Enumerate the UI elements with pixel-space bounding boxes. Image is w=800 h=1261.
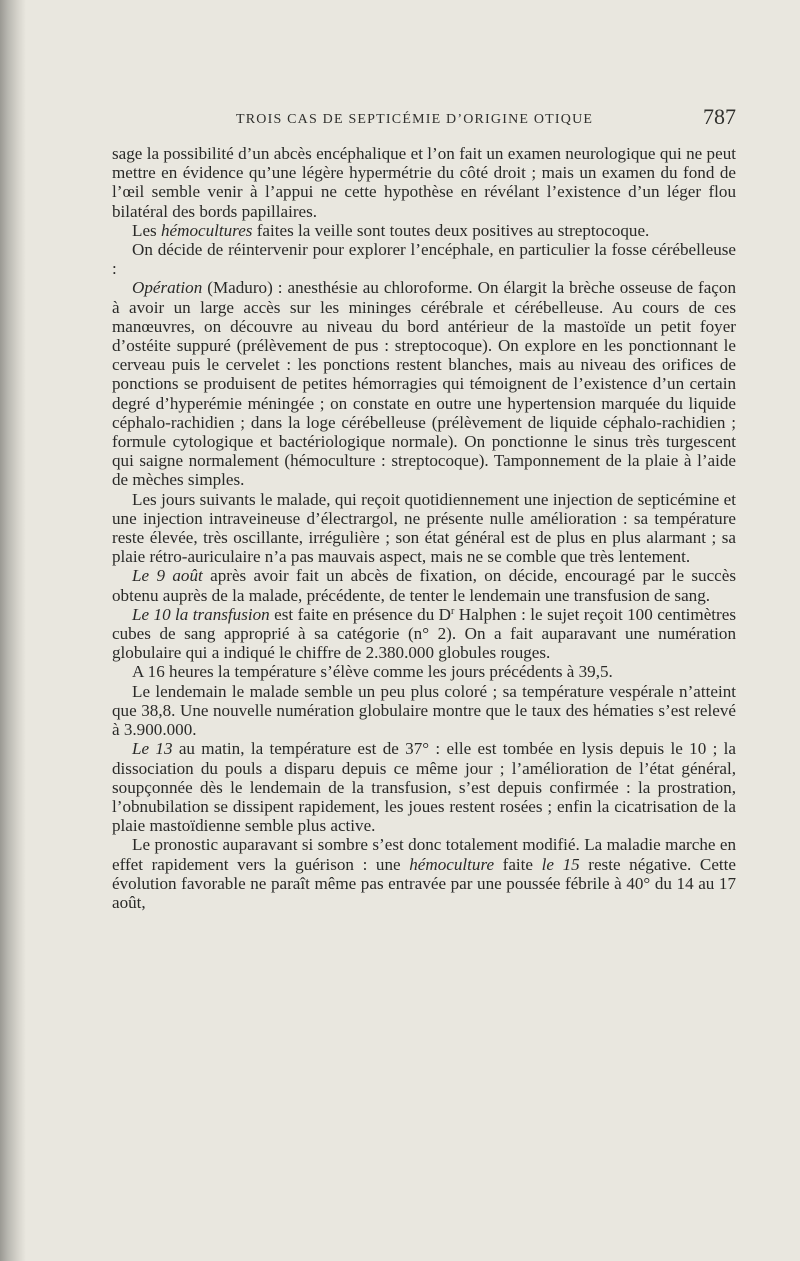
body-text	[112, 144, 736, 912]
paragraph	[112, 682, 736, 740]
text-run: faite	[494, 854, 542, 874]
text-run: sage la possibilité d’un abcès encéphalique et l’on fait un examen neurologique qui ne peut mettre en évidence qu’une légère hypermétrie du côté droit ; mais un examen du fond de l’œil semble venir à l’appui ne cette hypothèse en révélant l’existence d’un léger flou bilatéral des bords papillaires.	[112, 144, 736, 221]
text-run: est faite en présence du D	[269, 604, 452, 624]
italic-run: le 15	[541, 854, 580, 874]
paragraph	[112, 240, 736, 278]
paragraph	[112, 490, 736, 567]
paragraph	[112, 662, 736, 681]
running-title: TROIS CAS DE SEPTICÉMIE D’ORIGINE OTIQUE	[236, 112, 594, 127]
paragraph	[112, 739, 736, 835]
page-header	[112, 104, 736, 132]
text-run: au matin, la température est de 37° : elle est tombée en lysis depuis le 10 ; la dissociation du pouls a disparu depuis ce même jour ; l’amélioration de l’état général, soupçonnée dès le lendemain de la transfusion, s’est depuis confirmée : la prostration, l’obnubilation se dissipent rapidement, les joues restent rosées ; enfin la cicatrisation de la plaie mastoïdienne semble plus active.	[112, 739, 736, 836]
paragraph	[112, 605, 736, 663]
text-run: Le pronostic auparavant si sombre s’est donc totalement modifié. La maladie marche en effet rapidement vers la guérison : une	[112, 835, 736, 874]
text-run: faites la veille sont toutes deux positives au streptocoque.	[252, 220, 650, 240]
italic-run: Le 10 la transfusion	[132, 604, 270, 624]
text-run: après avoir fait un abcès de fixation, on décide, encouragé par le succès obtenu auprès de la malade, précédente, de tenter le lendemain une transfusion de sang.	[112, 566, 737, 605]
text-run: (Maduro) : anesthésie au chloroforme. On élargit la brèche osseuse de façon à avoir un large accès sur les mininges cérébrale et cérébelleuse. Au cours de ces manœuvres, on découvre au niveau du bord antérieur de la mastoïde un petit foyer d’ostéite suppuré (prélèvement de pus : streptocoque). On explore en les ponctionnant le cerveau puis le cervelet : les ponctions restent blanches, mais au niveau des orifices de ponctions se produisent de petites hémorragies qui témoignent de l’existence d’un certain degré d’hyperémie méningée ; on constate en outre une hypertension marquée du liquide céphalo-rachidien ; dans la loge cérébelleuse (prélèvement de liquide céphalo-rachidien ; formule cytologique et bactériologique normale). On ponctionne le sinus très turgescent qui saigne normalement (hémoculture : streptocoque). Tamponnement de la plaie à l’aide de mèches simples.	[112, 278, 736, 490]
italic-run: Opération	[132, 278, 203, 298]
paragraph	[112, 566, 736, 604]
paragraph	[112, 835, 736, 912]
italic-run: hémocultures	[160, 220, 253, 240]
paragraph	[112, 278, 736, 489]
text-run: A 16 heures la température s’élève comme les jours précédents à 39,5.	[132, 662, 613, 682]
text-run: Les jours suivants le malade, qui reçoit quotidiennement une injection de septicémine et une injection intraveineuse d’électrargol, ne présente nulle amélioration : sa température reste élevée, très oscillante, irrégulière ; son état général est de plus en plus alarmant ; sa plaie rétro-auriculaire n’a pas mauvais aspect, mais ne se comble que très lentement.	[112, 489, 736, 567]
italic-run: hémoculture	[409, 854, 495, 874]
page-binding-shadow	[0, 0, 26, 1261]
text-run: Le lendemain le malade semble un peu plus coloré ; sa température vespérale n’atteint que 38,8. Une nouvelle numération globulaire montre que le taux des hématies s’est relevé à 3.900.000.	[112, 681, 736, 740]
text-run: reste négative. Cette évolution favorable ne paraît même pas entravée par une poussée fébrile à 40° du 14 au 17 août,	[112, 854, 736, 912]
text-run: On décide de réintervenir pour explorer l’encéphale, en particulier la fosse cérébelleuse :	[112, 240, 736, 279]
italic-run: Le 13	[132, 739, 173, 759]
paragraph	[112, 221, 736, 240]
page-number: 787	[703, 104, 736, 129]
italic-run: Le 9 août	[132, 566, 203, 586]
paragraph	[112, 144, 736, 221]
text-run: Halphen : le sujet reçoit 100 centimètres cubes de sang approprié à sa catégorie (n° 2). On a fait auparavant une numération globulaire qui a indiqué le chiffre de 2.380.000 globules rouges.	[112, 604, 736, 663]
text-run: Les	[132, 220, 161, 240]
superscript-run: r	[451, 605, 455, 617]
